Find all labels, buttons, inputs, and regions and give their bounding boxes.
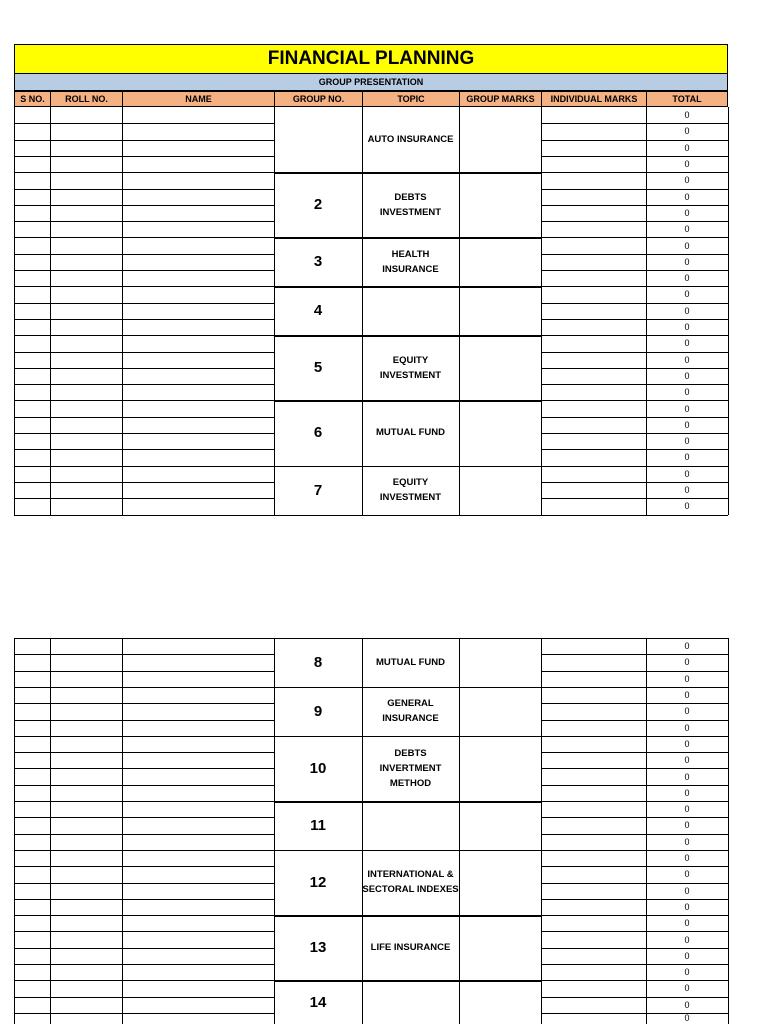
group-number: 9 <box>313 702 323 720</box>
total-cell: 0 <box>684 885 690 896</box>
grid-hline <box>14 352 274 353</box>
grid-hline <box>14 915 274 916</box>
grid-vline <box>14 107 15 515</box>
group-number: 8 <box>313 653 323 671</box>
total-cell: 0 <box>684 207 690 218</box>
total-cell: 0 <box>684 771 690 782</box>
total-cell: 0 <box>684 950 690 961</box>
total-cell: 0 <box>684 322 690 333</box>
grid-hline <box>14 123 274 124</box>
header-total: TOTAL <box>646 91 728 107</box>
grid-hline <box>14 801 274 802</box>
group-number: 2 <box>313 196 323 214</box>
total-cell: 0 <box>684 273 690 284</box>
total-cell: 0 <box>684 690 690 701</box>
grid-hline <box>14 654 274 655</box>
total-cell: 0 <box>684 918 690 929</box>
total-cell: 0 <box>684 967 690 978</box>
grid-hline <box>14 948 274 949</box>
group-separator <box>274 515 541 517</box>
grid-vline <box>50 107 51 515</box>
total-cell: 0 <box>684 820 690 831</box>
header-topic: TOPIC <box>362 91 460 107</box>
total-cell: 0 <box>684 485 690 496</box>
grid-hline <box>14 303 274 304</box>
total-cell: 0 <box>684 175 690 186</box>
group-number: 12 <box>309 873 327 891</box>
grid-vline <box>541 107 542 515</box>
group-topic: EQUITY INVESTMENT <box>379 477 442 504</box>
group-number: 13 <box>309 939 327 957</box>
total-cell: 0 <box>684 403 690 414</box>
grid-hline <box>14 752 274 753</box>
grid-hline <box>14 172 274 173</box>
grid-hline <box>14 384 274 385</box>
group-topic: DEBTS INVERTMENT METHOD <box>379 747 442 789</box>
grid-hline <box>14 931 274 932</box>
grid-hline <box>14 866 274 867</box>
total-cell: 0 <box>684 787 690 798</box>
total-cell: 0 <box>684 1013 690 1024</box>
grid-hline <box>14 720 274 721</box>
grid-hline <box>14 433 274 434</box>
grid-vline <box>728 638 729 1024</box>
total-cell: 0 <box>684 338 690 349</box>
grid-hline <box>14 883 274 884</box>
column-header-row <box>14 91 728 107</box>
group-number: 5 <box>313 359 323 377</box>
grid-hline <box>14 964 274 965</box>
header-group-no: GROUP NO. <box>274 91 363 107</box>
group-number: 10 <box>309 759 327 777</box>
grid-hline <box>14 417 274 418</box>
group-number <box>274 107 362 172</box>
sheet-subtitle: GROUP PRESENTATION <box>14 74 728 91</box>
grid-hline <box>14 899 274 900</box>
total-cell: 0 <box>684 999 690 1010</box>
group-topic: MUTUAL FUND <box>376 656 445 668</box>
group-topic: EQUITY INVESTMENT <box>379 354 442 381</box>
grid-hline <box>14 189 274 190</box>
grid-hline <box>14 1013 274 1014</box>
grid-vline <box>541 638 542 1024</box>
total-cell: 0 <box>684 641 690 652</box>
total-cell: 0 <box>684 468 690 479</box>
total-cell: 0 <box>684 657 690 668</box>
total-cell: 0 <box>684 142 690 153</box>
group-topic: MUTUAL FUND <box>376 427 445 439</box>
grid-hline <box>14 671 274 672</box>
grid-hline <box>14 482 274 483</box>
grid-hline <box>541 515 728 516</box>
grid-hline <box>14 834 274 835</box>
total-cell: 0 <box>684 501 690 512</box>
total-cell: 0 <box>684 159 690 170</box>
total-cell: 0 <box>684 240 690 251</box>
grid-vline <box>122 638 123 1024</box>
grid-hline <box>14 850 274 851</box>
header-s-no: S NO. <box>14 91 51 107</box>
group-topic: AUTO INSURANCE <box>367 134 454 146</box>
total-cell: 0 <box>684 853 690 864</box>
total-cell: 0 <box>684 673 690 684</box>
header-name: NAME <box>122 91 275 107</box>
grid-hline <box>14 237 274 238</box>
header-roll-no: ROLL NO. <box>50 91 123 107</box>
group-number: 11 <box>310 816 326 834</box>
grid-hline <box>14 498 274 499</box>
grid-hline <box>14 254 274 255</box>
group-topic <box>362 286 459 335</box>
total-cell: 0 <box>684 419 690 430</box>
group-number: 14 <box>309 993 327 1011</box>
total-cell: 0 <box>684 436 690 447</box>
grid-hline <box>14 270 274 271</box>
grid-vline <box>728 107 729 515</box>
grid-hline <box>14 335 274 336</box>
total-cell: 0 <box>684 869 690 880</box>
group-topic: DEBTS INVESTMENT <box>379 191 442 218</box>
grid-hline <box>14 449 274 450</box>
total-cell: 0 <box>684 370 690 381</box>
grid-hline <box>14 368 274 369</box>
total-cell: 0 <box>684 804 690 815</box>
grid-hline <box>14 785 274 786</box>
total-cell: 0 <box>684 224 690 235</box>
total-cell: 0 <box>684 722 690 733</box>
group-topic: HEALTH INSURANCE <box>382 248 439 275</box>
total-cell: 0 <box>684 305 690 316</box>
group-topic: GENERAL INSURANCE <box>382 698 439 725</box>
grid-hline <box>14 400 274 401</box>
total-cell: 0 <box>684 110 690 121</box>
total-cell: 0 <box>684 452 690 463</box>
total-cell: 0 <box>684 387 690 398</box>
total-cell: 0 <box>684 126 690 137</box>
total-cell: 0 <box>684 706 690 717</box>
grid-hline <box>14 997 274 998</box>
grid-hline <box>14 319 274 320</box>
total-cell: 0 <box>684 901 690 912</box>
total-cell: 0 <box>684 289 690 300</box>
grid-vline <box>122 107 123 515</box>
group-topic <box>362 980 459 1024</box>
grid-hline <box>14 286 274 287</box>
table-block-page-2 <box>14 638 728 1024</box>
grid-hline <box>14 817 274 818</box>
grid-vline <box>50 638 51 1024</box>
sheet-title: FINANCIAL PLANNING <box>14 44 728 74</box>
grid-hline <box>14 736 274 737</box>
grid-vline <box>459 638 460 1024</box>
group-number: 6 <box>313 424 323 442</box>
group-topic: LIFE INSURANCE <box>370 942 451 954</box>
grid-hline <box>14 466 274 467</box>
total-cell: 0 <box>684 983 690 994</box>
header-individual-marks: INDIVIDUAL MARKS <box>541 91 647 107</box>
grid-hline <box>14 703 274 704</box>
group-topic: INTERNATIONAL & SECTORAL INDEXES <box>362 869 459 896</box>
grid-hline <box>14 156 274 157</box>
grid-hline <box>14 515 274 516</box>
grid-hline <box>14 140 274 141</box>
grid-hline <box>14 221 274 222</box>
total-cell: 0 <box>684 256 690 267</box>
total-cell: 0 <box>684 191 690 202</box>
grid-hline <box>14 205 274 206</box>
group-number: 7 <box>313 481 323 499</box>
total-cell: 0 <box>684 836 690 847</box>
grid-vline <box>14 638 15 1024</box>
table-block-page-1 <box>14 107 728 515</box>
header-group-marks: GROUP MARKS <box>459 91 542 107</box>
grid-vline <box>459 107 460 515</box>
group-number: 3 <box>313 253 323 271</box>
total-cell: 0 <box>684 738 690 749</box>
grid-hline <box>14 980 274 981</box>
group-topic <box>362 801 459 850</box>
total-cell: 0 <box>684 354 690 365</box>
total-cell: 0 <box>684 755 690 766</box>
group-number: 4 <box>313 302 323 320</box>
grid-hline <box>14 687 274 688</box>
grid-hline <box>14 768 274 769</box>
total-cell: 0 <box>684 934 690 945</box>
